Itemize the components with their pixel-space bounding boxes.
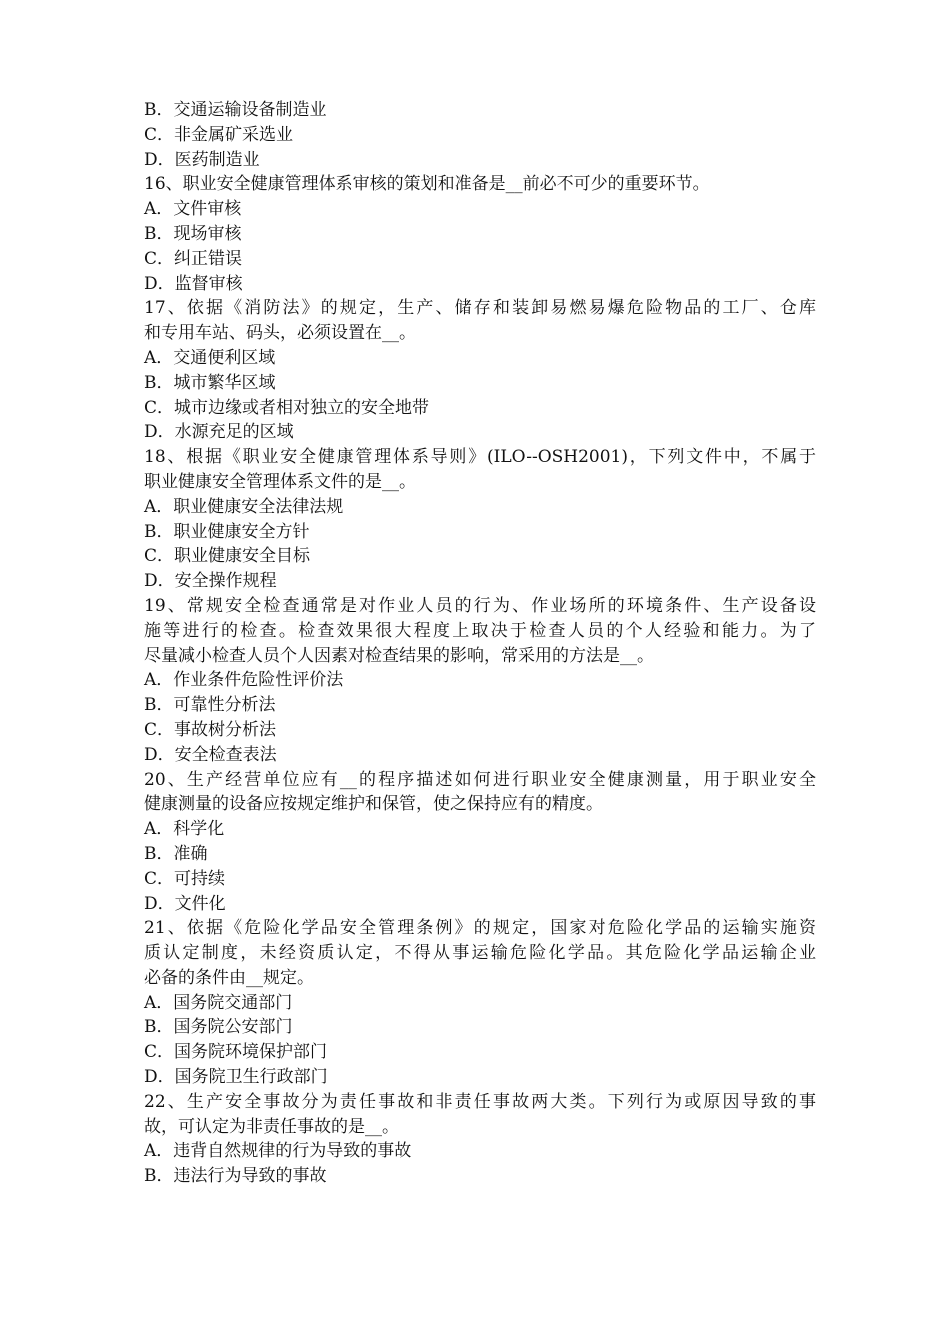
option-line: A．科学化	[144, 819, 225, 840]
option-line: B．职业健康安全方针	[144, 521, 310, 542]
question-line: 18、根据《职业安全健康管理体系导则》(ILO--OSH2001)，下列文件中，不属于	[144, 447, 816, 468]
option-line: C．非金属矿采选业	[144, 124, 294, 145]
document-body	[144, 98, 816, 1189]
option-line: B．可靠性分析法	[144, 695, 276, 716]
option-line: D．安全操作规程	[144, 571, 277, 592]
option-line: A．国务院交通部门	[144, 992, 293, 1013]
question-line: 健康测量的设备应按规定维护和保管，使之保持应有的精度。	[144, 794, 603, 815]
option-line: B．城市繁华区域	[144, 372, 276, 393]
question-line: 21、依据《危险化学品安全管理条例》的规定，国家对危险化学品的运输实施资	[144, 918, 816, 939]
option-line: A．职业健康安全法律法规	[144, 496, 344, 517]
option-line: B．国务院公安部门	[144, 1017, 293, 1038]
option-line: C．国务院环境保护部门	[144, 1042, 328, 1063]
option-line: B．现场审核	[144, 223, 242, 244]
question-line: 故，可认定为非责任事故的是__。	[144, 1116, 399, 1137]
option-line: D．水源充足的区域	[144, 422, 294, 443]
option-line: B．准确	[144, 843, 208, 864]
option-line: C．事故树分析法	[144, 719, 277, 740]
question-line: 必备的条件由__规定。	[144, 967, 314, 988]
option-line: C．城市边缘或者相对独立的安全地带	[144, 397, 430, 418]
question-line: 质认定制度，未经资质认定，不得从事运输危险化学品。其危险化学品运输企业	[144, 943, 816, 964]
option-line: A．文件审核	[144, 199, 242, 220]
question-line: 尽量减小检查人员个人因素对检查结果的影响，常采用的方法是__。	[144, 645, 654, 666]
question-line: 职业健康安全管理体系文件的是__。	[144, 471, 416, 492]
option-line: D．国务院卫生行政部门	[144, 1067, 328, 1088]
option-line: C．纠正错误	[144, 248, 243, 269]
question-line: 19、常规安全检查通常是对作业人员的行为、作业场所的环境条件、生产设备设	[144, 595, 816, 616]
option-line: C．职业健康安全目标	[144, 546, 311, 567]
question-line: 17、依据《消防法》的规定，生产、储存和装卸易燃易爆危险物品的工厂、仓库	[144, 298, 816, 319]
option-line: D．监督审核	[144, 273, 243, 294]
question-line: 施等进行的检查。检查效果很大程度上取决于检查人员的个人经验和能力。为了	[144, 620, 816, 641]
option-line: B．违法行为导致的事故	[144, 1166, 327, 1187]
option-line: D．文件化	[144, 893, 226, 914]
option-line: D．安全检查表法	[144, 744, 277, 765]
option-line: C．可持续	[144, 868, 226, 889]
option-line: A．交通便利区域	[144, 347, 276, 368]
option-line: A．违背自然规律的行为导致的事故	[144, 1141, 412, 1162]
option-line: A．作业条件危险性评价法	[144, 670, 344, 691]
option-line: B．交通运输设备制造业	[144, 100, 327, 120]
question-line: 20、生产经营单位应有__的程序描述如何进行职业安全健康测量，用于职业安全	[144, 769, 816, 790]
question-line: 16、职业安全健康管理体系审核的策划和准备是__前必不可少的重要环节。	[144, 174, 710, 195]
option-line: D．医药制造业	[144, 149, 260, 170]
question-line: 和专用车站、码头，必须设置在__。	[144, 323, 416, 344]
question-line: 22、生产安全事故分为责任事故和非责任事故两大类。下列行为或原因导致的事	[144, 1091, 816, 1112]
